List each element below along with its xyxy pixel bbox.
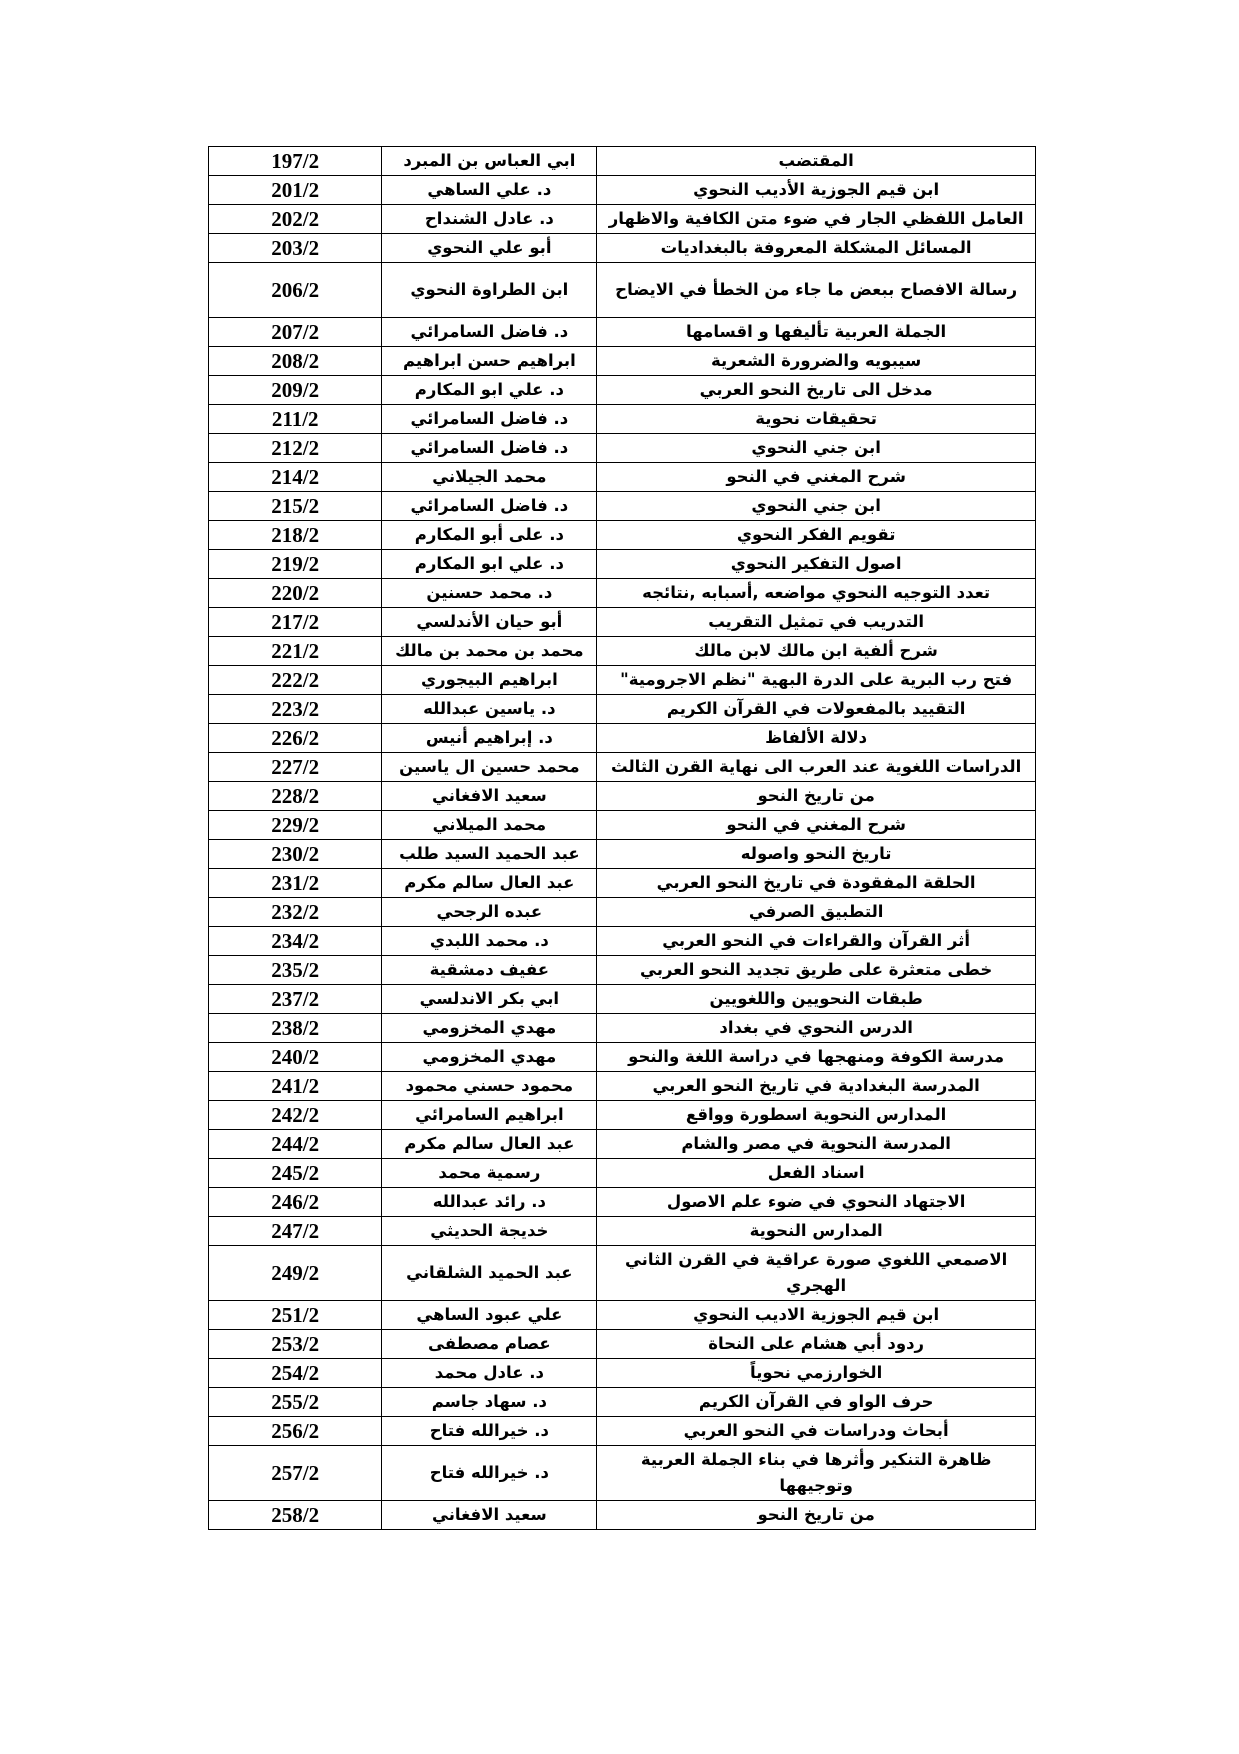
book-title-cell: الحلقة المفقودة في تاريخ النحو العربي bbox=[597, 869, 1036, 898]
table-row bbox=[209, 927, 1036, 956]
book-title-cell: دلالة الألفاظ bbox=[597, 724, 1036, 753]
table-row bbox=[209, 782, 1036, 811]
book-code-cell: 255/2 bbox=[209, 1388, 382, 1417]
book-title-cell: التقييد بالمفعولات في القرآن الكريم bbox=[597, 695, 1036, 724]
table-row bbox=[209, 695, 1036, 724]
book-code-cell: 244/2 bbox=[209, 1130, 382, 1159]
book-title-cell: شرح ألفية ابن مالك لابن مالك bbox=[597, 637, 1036, 666]
table-row bbox=[209, 1417, 1036, 1446]
table-row bbox=[209, 405, 1036, 434]
table-row bbox=[209, 724, 1036, 753]
table-row bbox=[209, 637, 1036, 666]
book-code-cell: 258/2 bbox=[209, 1501, 382, 1530]
book-author-cell: سعيد الافغاني bbox=[382, 782, 597, 811]
table-row bbox=[209, 608, 1036, 637]
book-author-cell: د. علي الساهي bbox=[382, 176, 597, 205]
book-author-cell: محمد الميلاني bbox=[382, 811, 597, 840]
table-row bbox=[209, 492, 1036, 521]
table-row bbox=[209, 318, 1036, 347]
book-title-cell: حرف الواو في القرآن الكريم bbox=[597, 1388, 1036, 1417]
table-row bbox=[209, 1301, 1036, 1330]
book-code-cell: 209/2 bbox=[209, 376, 382, 405]
table-row bbox=[209, 234, 1036, 263]
book-code-cell: 220/2 bbox=[209, 579, 382, 608]
table-row bbox=[209, 1359, 1036, 1388]
book-author-cell: ابن الطراوة النحوي bbox=[382, 263, 597, 318]
book-title-cell: المدارس النحوية bbox=[597, 1217, 1036, 1246]
table-row bbox=[209, 1217, 1036, 1246]
book-title-cell: المدرسة النحوية في مصر والشام bbox=[597, 1130, 1036, 1159]
book-author-cell: عبد العال سالم مكرم bbox=[382, 869, 597, 898]
table-row bbox=[209, 1043, 1036, 1072]
book-title-cell: تحقيقات نحوية bbox=[597, 405, 1036, 434]
book-author-cell: د. محمد اللبدي bbox=[382, 927, 597, 956]
book-title-cell: الدراسات اللغوية عند العرب الى نهاية القرن الثالث bbox=[597, 753, 1036, 782]
book-author-cell: ابراهيم حسن ابراهيم bbox=[382, 347, 597, 376]
book-title-cell: سيبويه والضرورة الشعرية bbox=[597, 347, 1036, 376]
book-title-cell: الاصمعي اللغوي صورة عراقية في القرن الثاني الهجري bbox=[597, 1246, 1036, 1301]
book-code-cell: 257/2 bbox=[209, 1446, 382, 1501]
book-author-cell: د. ياسين عبدالله bbox=[382, 695, 597, 724]
book-title-cell: شرح المغني في النحو bbox=[597, 463, 1036, 492]
book-code-cell: 201/2 bbox=[209, 176, 382, 205]
book-code-cell: 235/2 bbox=[209, 956, 382, 985]
book-code-cell: 219/2 bbox=[209, 550, 382, 579]
table-row bbox=[209, 147, 1036, 176]
book-title-cell: تاريخ النحو واصوله bbox=[597, 840, 1036, 869]
book-author-cell: محمود حسني محمود bbox=[382, 1072, 597, 1101]
book-code-cell: 228/2 bbox=[209, 782, 382, 811]
book-author-cell: د. فاضل السامرائي bbox=[382, 318, 597, 347]
table-row bbox=[209, 347, 1036, 376]
book-title-cell: ظاهرة التنكير وأثرها في بناء الجملة العربية وتوجيهها bbox=[597, 1446, 1036, 1501]
book-author-cell: د. محمد حسنين bbox=[382, 579, 597, 608]
book-code-cell: 246/2 bbox=[209, 1188, 382, 1217]
book-author-cell: خديجة الحديثي bbox=[382, 1217, 597, 1246]
book-author-cell: د. سهاد جاسم bbox=[382, 1388, 597, 1417]
book-code-cell: 218/2 bbox=[209, 521, 382, 550]
book-title-cell: الدرس النحوي في بغداد bbox=[597, 1014, 1036, 1043]
table-row bbox=[209, 898, 1036, 927]
table-row bbox=[209, 1159, 1036, 1188]
book-title-cell: مدخل الى تاريخ النحو العربي bbox=[597, 376, 1036, 405]
book-code-cell: 237/2 bbox=[209, 985, 382, 1014]
book-code-cell: 217/2 bbox=[209, 608, 382, 637]
book-title-cell: ردود أبي هشام على النحاة bbox=[597, 1330, 1036, 1359]
book-code-cell: 245/2 bbox=[209, 1159, 382, 1188]
book-author-cell: د. فاضل السامرائي bbox=[382, 434, 597, 463]
book-code-cell: 241/2 bbox=[209, 1072, 382, 1101]
book-author-cell: رسمية محمد bbox=[382, 1159, 597, 1188]
book-title-cell: التدريب في تمثيل التقريب bbox=[597, 608, 1036, 637]
book-code-cell: 215/2 bbox=[209, 492, 382, 521]
book-author-cell: د. عادل الشنداح bbox=[382, 205, 597, 234]
book-title-cell: المسائل المشكلة المعروفة بالبغداديات bbox=[597, 234, 1036, 263]
book-author-cell: علي عبود الساهي bbox=[382, 1301, 597, 1330]
book-code-cell: 212/2 bbox=[209, 434, 382, 463]
table-row bbox=[209, 840, 1036, 869]
book-author-cell: مهدي المخزومي bbox=[382, 1014, 597, 1043]
book-code-cell: 207/2 bbox=[209, 318, 382, 347]
book-code-cell: 251/2 bbox=[209, 1301, 382, 1330]
book-code-cell: 202/2 bbox=[209, 205, 382, 234]
book-author-cell: عفيف دمشقية bbox=[382, 956, 597, 985]
book-code-cell: 238/2 bbox=[209, 1014, 382, 1043]
book-author-cell: ابراهيم البيجوري bbox=[382, 666, 597, 695]
table-row bbox=[209, 579, 1036, 608]
table-row bbox=[209, 1188, 1036, 1217]
table-row bbox=[209, 1501, 1036, 1530]
book-title-cell: اسناد الفعل bbox=[597, 1159, 1036, 1188]
catalog-body bbox=[209, 147, 1036, 1530]
book-author-cell: عبد الحميد الشلقاني bbox=[382, 1246, 597, 1301]
book-author-cell: د. فاضل السامرائي bbox=[382, 492, 597, 521]
book-code-cell: 254/2 bbox=[209, 1359, 382, 1388]
book-author-cell: عبد الحميد السيد طلب bbox=[382, 840, 597, 869]
book-title-cell: أبحاث ودراسات في النحو العربي bbox=[597, 1417, 1036, 1446]
table-row bbox=[209, 985, 1036, 1014]
table-row bbox=[209, 956, 1036, 985]
book-title-cell: ابن قيم الجوزية الأديب النحوي bbox=[597, 176, 1036, 205]
book-code-cell: 232/2 bbox=[209, 898, 382, 927]
book-code-cell: 203/2 bbox=[209, 234, 382, 263]
book-author-cell: أبو علي النحوي bbox=[382, 234, 597, 263]
book-author-cell: ابي بكر الاندلسي bbox=[382, 985, 597, 1014]
book-code-cell: 249/2 bbox=[209, 1246, 382, 1301]
book-title-cell: المقتضب bbox=[597, 147, 1036, 176]
table-row bbox=[209, 1014, 1036, 1043]
book-code-cell: 208/2 bbox=[209, 347, 382, 376]
table-row bbox=[209, 376, 1036, 405]
table-row bbox=[209, 205, 1036, 234]
book-title-cell: من تاريخ النحو bbox=[597, 1501, 1036, 1530]
book-author-cell: د. إبراهيم أنيس bbox=[382, 724, 597, 753]
book-code-cell: 256/2 bbox=[209, 1417, 382, 1446]
table-row bbox=[209, 176, 1036, 205]
table-row bbox=[209, 1330, 1036, 1359]
book-code-cell: 231/2 bbox=[209, 869, 382, 898]
book-author-cell: محمد بن محمد بن مالك bbox=[382, 637, 597, 666]
book-title-cell: طبقات النحويين واللغويين bbox=[597, 985, 1036, 1014]
book-title-cell: التطبيق الصرفي bbox=[597, 898, 1036, 927]
table-row bbox=[209, 550, 1036, 579]
book-title-cell: فتح رب البرية على الدرة البهية "نظم الاجرومية" bbox=[597, 666, 1036, 695]
book-code-cell: 222/2 bbox=[209, 666, 382, 695]
table-row bbox=[209, 666, 1036, 695]
book-title-cell: المدرسة البغدادية في تاريخ النحو العربي bbox=[597, 1072, 1036, 1101]
book-code-cell: 234/2 bbox=[209, 927, 382, 956]
book-title-cell: اصول التفكير النحوي bbox=[597, 550, 1036, 579]
book-author-cell: سعيد الافغاني bbox=[382, 1501, 597, 1530]
table-row bbox=[209, 263, 1036, 318]
book-author-cell: د. فاضل السامرائي bbox=[382, 405, 597, 434]
book-code-cell: 214/2 bbox=[209, 463, 382, 492]
book-title-cell: ابن جني النحوي bbox=[597, 492, 1036, 521]
book-code-cell: 229/2 bbox=[209, 811, 382, 840]
book-code-cell: 240/2 bbox=[209, 1043, 382, 1072]
book-author-cell: د. علي ابو المكارم bbox=[382, 376, 597, 405]
table-row bbox=[209, 869, 1036, 898]
book-code-cell: 242/2 bbox=[209, 1101, 382, 1130]
book-title-cell: العامل اللفظي الجار في ضوء متن الكافية والاظهار bbox=[597, 205, 1036, 234]
book-code-cell: 253/2 bbox=[209, 1330, 382, 1359]
book-author-cell: د. علي ابو المكارم bbox=[382, 550, 597, 579]
book-title-cell: الجملة العربية تأليفها و اقسامها bbox=[597, 318, 1036, 347]
table-row bbox=[209, 811, 1036, 840]
book-code-cell: 226/2 bbox=[209, 724, 382, 753]
book-title-cell: المدارس النحوية اسطورة وواقع bbox=[597, 1101, 1036, 1130]
book-title-cell: رسالة الافصاح ببعض ما جاء من الخطأ في الايضاح bbox=[597, 263, 1036, 318]
table-row bbox=[209, 1388, 1036, 1417]
book-author-cell: د. خيرالله فتاح bbox=[382, 1417, 597, 1446]
book-code-cell: 197/2 bbox=[209, 147, 382, 176]
book-author-cell: د. على أبو المكارم bbox=[382, 521, 597, 550]
book-title-cell: تقويم الفكر النحوي bbox=[597, 521, 1036, 550]
book-title-cell: الاجتهاد النحوي في ضوء علم الاصول bbox=[597, 1188, 1036, 1217]
book-title-cell: أثر القرآن والقراءات في النحو العربي bbox=[597, 927, 1036, 956]
book-catalog-table bbox=[208, 146, 1036, 1530]
table-row bbox=[209, 1101, 1036, 1130]
book-author-cell: مهدي المخزومي bbox=[382, 1043, 597, 1072]
table-row bbox=[209, 1130, 1036, 1159]
table-row bbox=[209, 463, 1036, 492]
table-row bbox=[209, 1446, 1036, 1501]
book-author-cell: د. عادل محمد bbox=[382, 1359, 597, 1388]
table-row bbox=[209, 434, 1036, 463]
book-title-cell: خطى متعثرة على طريق تجديد النحو العربي bbox=[597, 956, 1036, 985]
book-author-cell: د. خيرالله فتاح bbox=[382, 1446, 597, 1501]
book-code-cell: 247/2 bbox=[209, 1217, 382, 1246]
book-title-cell: تعدد التوجيه النحوي مواضعه ,أسبابه ,نتائجه bbox=[597, 579, 1036, 608]
book-code-cell: 211/2 bbox=[209, 405, 382, 434]
book-code-cell: 227/2 bbox=[209, 753, 382, 782]
book-author-cell: د. رائد عبدالله bbox=[382, 1188, 597, 1217]
book-title-cell: ابن جني النحوي bbox=[597, 434, 1036, 463]
book-code-cell: 223/2 bbox=[209, 695, 382, 724]
table-row bbox=[209, 1246, 1036, 1301]
book-author-cell: محمد حسين ال ياسين bbox=[382, 753, 597, 782]
table-row bbox=[209, 521, 1036, 550]
book-title-cell: الخوارزمي نحوياً bbox=[597, 1359, 1036, 1388]
table-row bbox=[209, 1072, 1036, 1101]
book-author-cell: محمد الجيلاني bbox=[382, 463, 597, 492]
book-title-cell: ابن قيم الجوزية الاديب النحوي bbox=[597, 1301, 1036, 1330]
book-author-cell: عصام مصطفى bbox=[382, 1330, 597, 1359]
book-author-cell: أبو حيان الأندلسي bbox=[382, 608, 597, 637]
book-title-cell: مدرسة الكوفة ومنهجها في دراسة اللغة والنحو bbox=[597, 1043, 1036, 1072]
book-author-cell: عبد العال سالم مكرم bbox=[382, 1130, 597, 1159]
book-author-cell: عبده الرجحي bbox=[382, 898, 597, 927]
book-code-cell: 206/2 bbox=[209, 263, 382, 318]
book-author-cell: ابراهيم السامرائي bbox=[382, 1101, 597, 1130]
book-code-cell: 221/2 bbox=[209, 637, 382, 666]
book-title-cell: من تاريخ النحو bbox=[597, 782, 1036, 811]
book-code-cell: 230/2 bbox=[209, 840, 382, 869]
table-row bbox=[209, 753, 1036, 782]
book-title-cell: شرح المغني في النحو bbox=[597, 811, 1036, 840]
book-author-cell: ابي العباس بن المبرد bbox=[382, 147, 597, 176]
